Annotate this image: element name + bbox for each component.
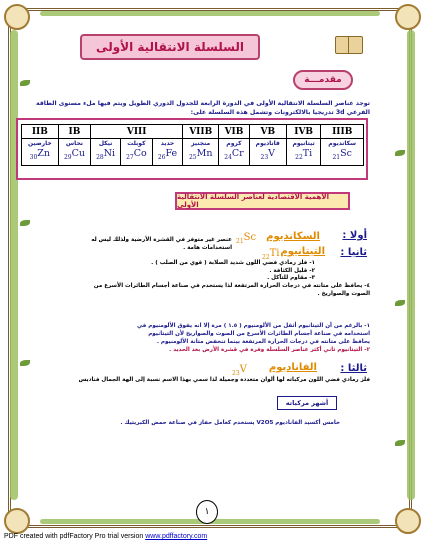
footer-text: PDF created with pdfFactory Pro trial version	[4, 533, 144, 540]
elements-row	[22, 139, 364, 166]
element-name: سكانديوم	[328, 140, 357, 148]
group-cell: IIB	[22, 125, 59, 139]
vanadium-description: فلز رمادي فضي اللون مركباته لها ألوان متعددة وجميلة لذا سمي بهذا الاسم نسبة إلى الهة الجمال فناديس	[78, 377, 370, 383]
page-title-box	[80, 34, 260, 60]
scandium-ordinal: أولا :	[342, 230, 367, 241]
element-cell	[152, 139, 182, 166]
element-symbol: Cu	[71, 148, 85, 160]
titanium-alloy-line-3: يحافظ على متانته في درجات الحرارة المرتفعة بينما تنخفض متانة الألومنيوم .	[156, 339, 370, 345]
titanium-alloy-line-1: ١- بالرغم من أن التيتانيوم أثقل من الألومنيوم ( ١.٥ ) مرة إلا انه يفوق الألومنيوم في	[136, 323, 370, 329]
pdf-footer	[4, 533, 207, 540]
corner-ornament-bottom-left	[4, 508, 30, 534]
atomic-number: 21	[332, 153, 341, 161]
economic-importance-heading-box	[175, 192, 350, 210]
atomic-number: 25	[188, 153, 197, 161]
vanadium-name: الفاناديوم	[268, 362, 317, 373]
titanium-property-4: ٤- يحافظ على متانته في درجات الحرارة المرتفعة لذا يستخدم في صناعة أجسام الطائرات الأسرع من الصوت والصواريخ .	[93, 283, 370, 297]
group-cell: VB	[249, 125, 286, 139]
atomic-number: 24	[224, 153, 232, 161]
atomic-number: 26	[157, 153, 166, 161]
atomic-number: 22	[295, 153, 303, 161]
element-name: فاناديوم	[255, 140, 280, 148]
atomic-number: 29	[63, 153, 72, 161]
element-symbol: Cr	[231, 148, 244, 160]
element-cell	[321, 139, 364, 166]
atomic-number: 30	[29, 153, 38, 161]
vine-border-top	[40, 11, 380, 16]
titanium-property-2: ٢- قليل الكثافة .	[269, 268, 315, 274]
scandium-symbol: $_{21}$Sc	[236, 232, 257, 245]
corner-ornament-top-right	[395, 4, 421, 30]
famous-compounds-label-box	[277, 396, 337, 410]
page-number: ١	[196, 500, 218, 524]
element-symbol: Mn	[196, 148, 213, 160]
atomic-number: 23	[260, 153, 269, 161]
elements-table	[21, 124, 364, 166]
element-name: نيكل	[98, 140, 113, 148]
titanium-ordinal: ثانيا :	[340, 247, 367, 258]
corner-ornament-bottom-right	[395, 508, 421, 534]
famous-compounds-label: أشهر مركباته	[285, 399, 329, 407]
titanium-property-3: ٣- مقاوم للتآكل .	[267, 275, 315, 281]
economic-importance-heading: الأهمية الاقتصادية لعناصر السلسلة الانتقالية الأولى	[177, 193, 329, 209]
group-cell: VIIB	[183, 125, 219, 139]
element-name: كوبلت	[127, 140, 146, 148]
element-symbol: Zn	[37, 148, 51, 160]
intro-paragraph: توجد عناصر السلسلة الانتقالية الأولى في الدورة الرابعة للجدول الدوري الطويل ويتم فيها ملء مستوى الطاقة الفرعي 3d تدريجيا بالالكترونات وتشمل هذه السلسلة على:	[35, 100, 370, 116]
element-cell	[183, 139, 219, 166]
vanadium-ordinal: ثالثا :	[340, 363, 367, 374]
groups-row	[22, 125, 364, 139]
element-symbol: V	[268, 148, 276, 160]
vine-border-left	[10, 30, 18, 500]
elements-table-box	[16, 118, 368, 180]
element-cell	[91, 139, 121, 166]
element-cell	[58, 139, 91, 166]
scandium-description: عنصر غير متوفر في القشرة الأرضية ولذلك ليس له استخدامات هامة .	[91, 237, 232, 251]
page-title: السلسلة الانتقالية الأولى	[96, 40, 244, 54]
vanadium-symbol: $_{23}$V	[232, 364, 247, 377]
titanium-symbol: $_{22}$Ti	[262, 248, 280, 261]
element-symbol: Fe	[165, 148, 178, 160]
element-cell	[286, 139, 320, 166]
group-cell: IVB	[286, 125, 320, 139]
vine-border-right	[407, 30, 415, 500]
group-cell: IIIB	[321, 125, 364, 139]
titanium-alloy-line-2: استخدامه في صناعة أجسام الطائرات الأسرع من الصوت والصواريخ لأن التيتانيوم	[148, 331, 370, 337]
element-cell	[22, 139, 59, 166]
atomic-number: 28	[96, 153, 104, 161]
element-name: نحاس	[65, 140, 84, 148]
group-cell: VIB	[219, 125, 249, 139]
vanadium-pentoxide-use: خامس أكسيد الفاناديوم V2O5 يستخدم كعامل حفاز في صناعة حمض الكبريتيك .	[120, 420, 340, 426]
scandium-name: السكانديوم	[266, 231, 320, 242]
element-name: خارصين	[27, 140, 52, 148]
group-cell: VIII	[91, 125, 183, 139]
atomic-number: 27	[126, 153, 134, 161]
footer-link[interactable]: www.pdffactory.com	[145, 533, 208, 540]
titanium-alloy-line-4: ٢- التيتانيوم ثاني أكثر عناصر السلسلة وفرة في قشرة الأرض بعد الحديد .	[169, 347, 370, 353]
element-symbol: Ni	[103, 148, 116, 160]
element-name: كروم	[226, 140, 242, 148]
book-icon	[335, 36, 363, 54]
element-name: تيتانيوم	[292, 140, 315, 148]
element-cell	[219, 139, 249, 166]
element-cell	[120, 139, 152, 166]
group-cell: IB	[58, 125, 91, 139]
intro-badge-label: مقدمـــة	[304, 75, 342, 85]
titanium-name: التيتانيوم	[280, 246, 325, 257]
element-name: منجنيز	[191, 140, 211, 148]
element-symbol: Ti	[302, 148, 313, 160]
element-cell	[249, 139, 286, 166]
titanium-property-1: ١- فلز رمادي فضي اللون شديد الصلابة ( قوي من الصلب ) .	[151, 260, 315, 266]
corner-ornament-top-left	[4, 4, 30, 30]
intro-badge	[293, 70, 353, 90]
element-symbol: Sc	[340, 148, 352, 160]
element-symbol: Co	[133, 148, 147, 160]
element-name: حديد	[160, 140, 175, 148]
